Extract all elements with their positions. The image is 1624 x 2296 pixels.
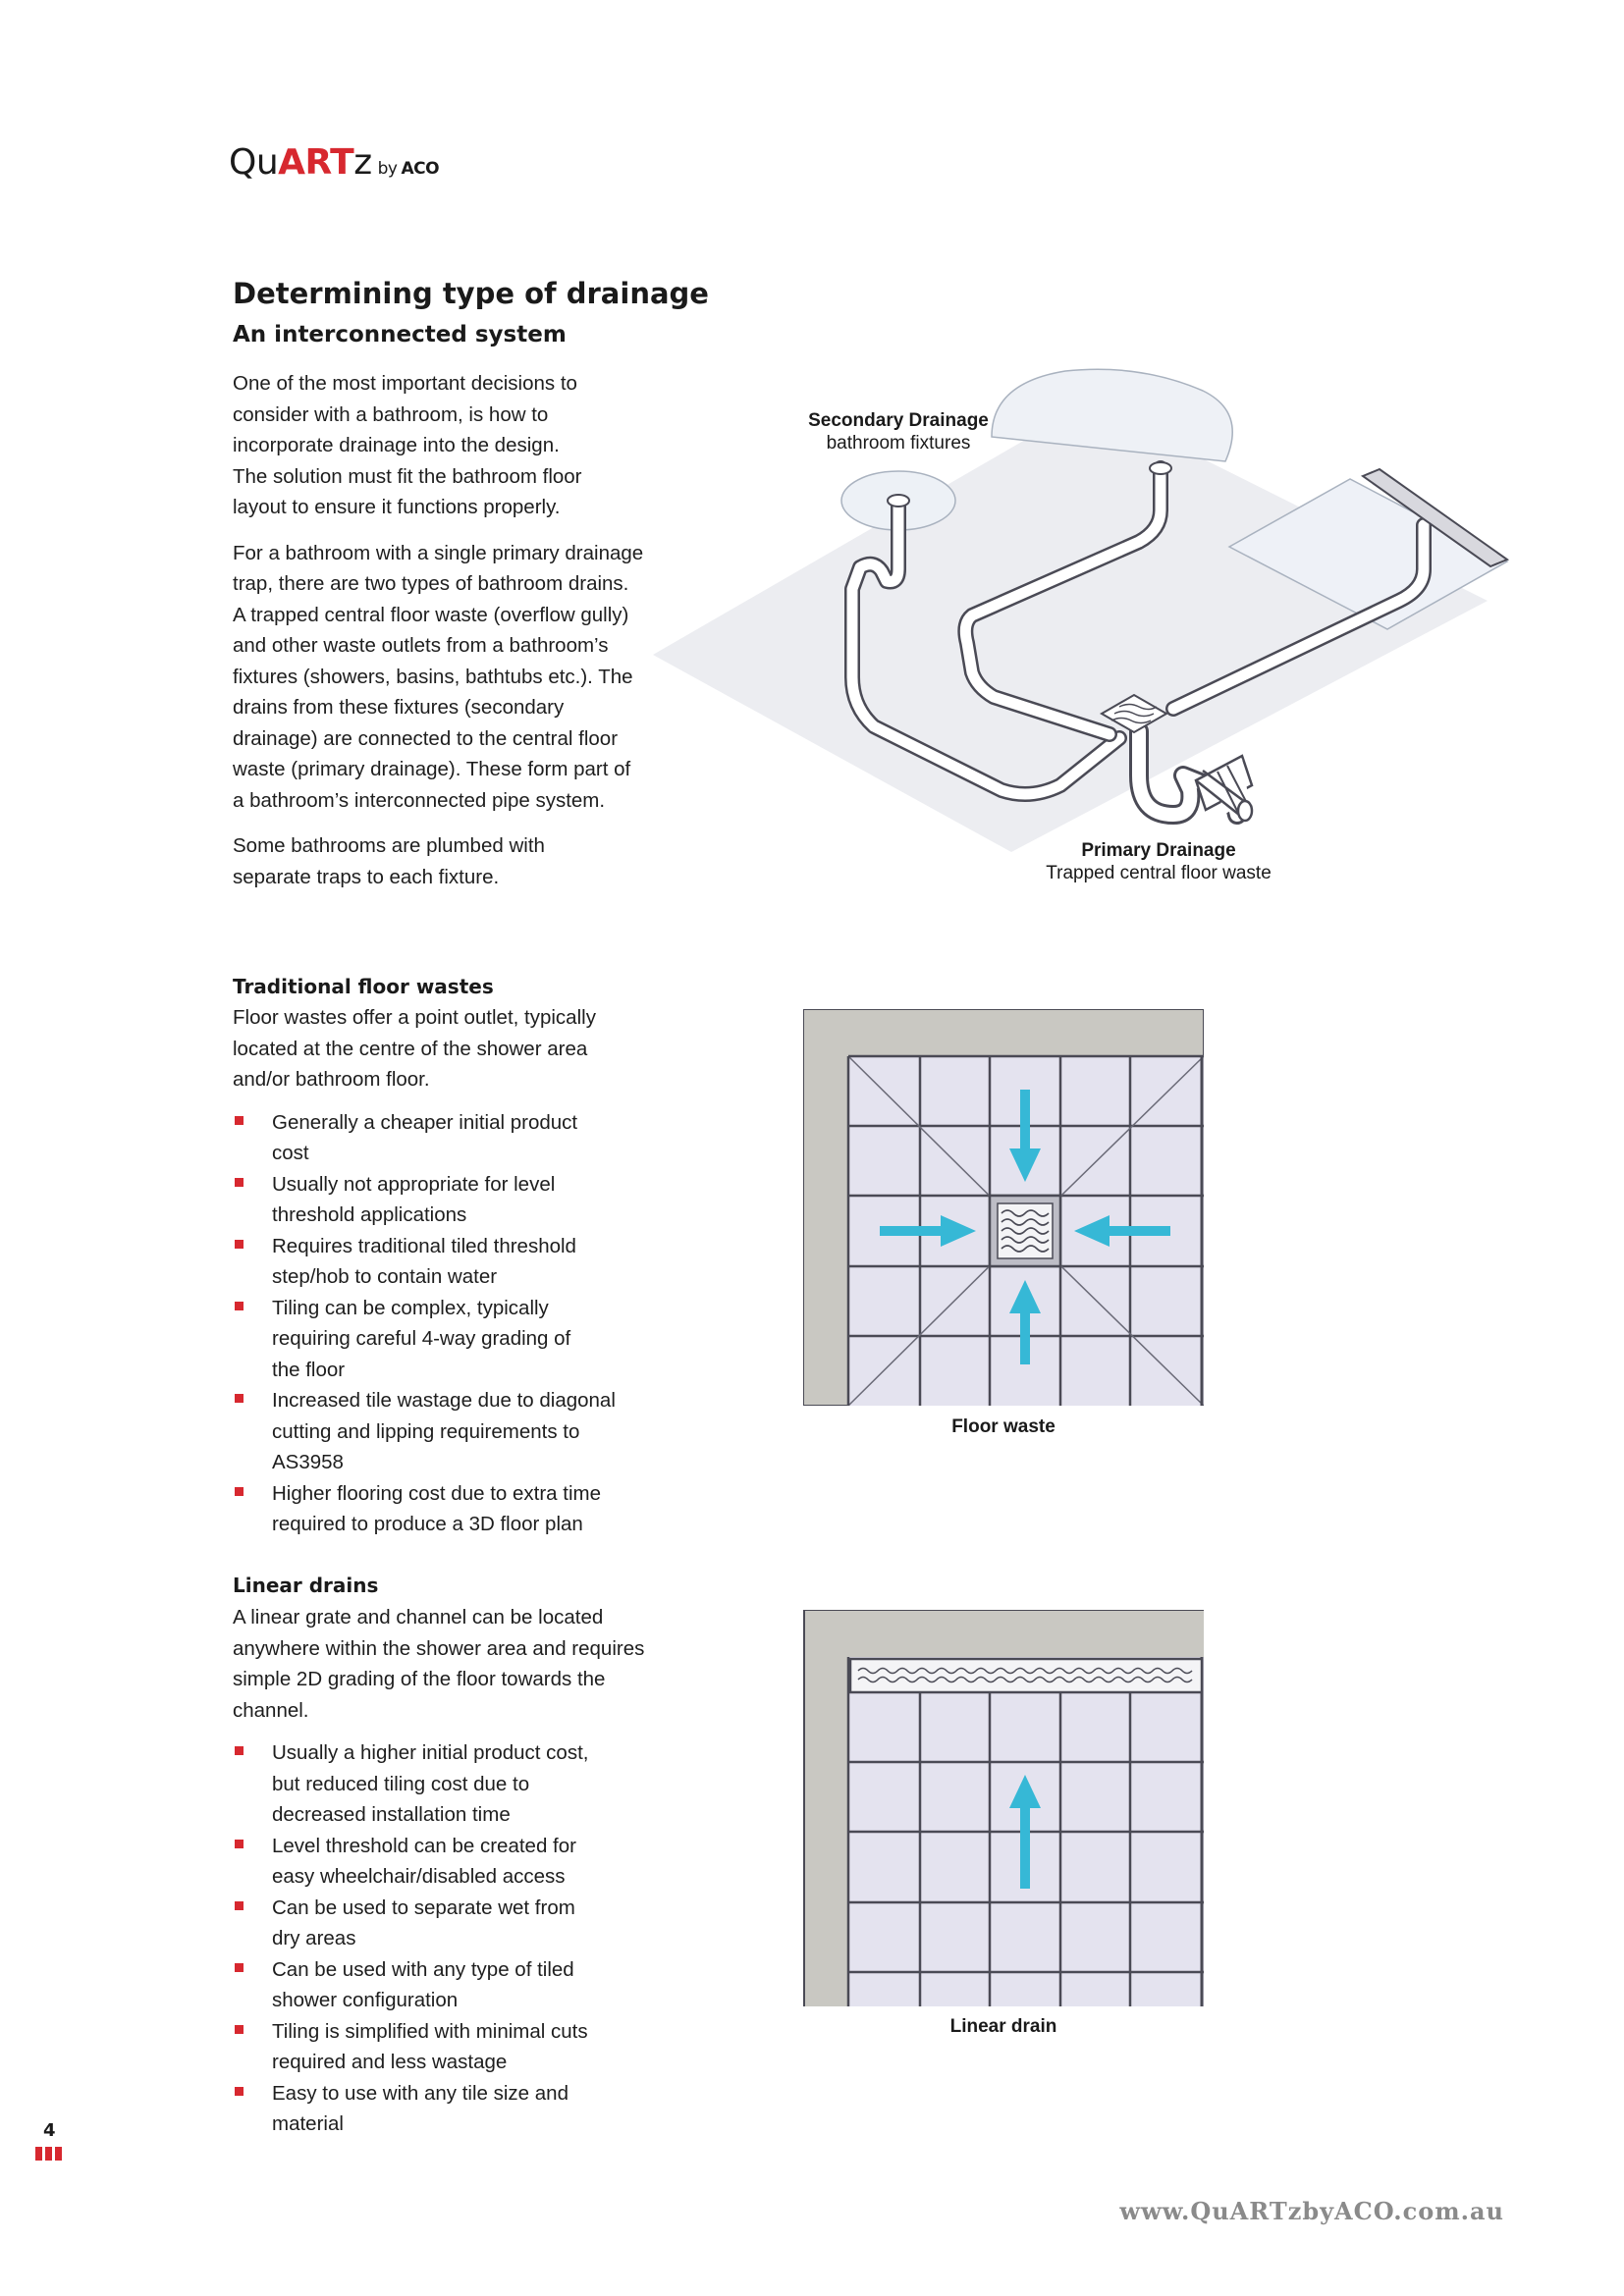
list-item: Generally a cheaper initial product cost bbox=[233, 1107, 596, 1169]
intro-paragraph-2: For a bathroom with a single primary drainage trap, there are two types of bathroom drains. A trapped central floor waste (overflow gully) and other waste outlets from a bathroom’s fixtures (showers, basins, bathtubs etc.). The drains from these fixtures (secondary drainage) are connected to the central floor waste (primary drainage). These form part of a bathroom’s interconnected pipe system. bbox=[233, 541, 644, 812]
drainage-system-diagram bbox=[648, 363, 1532, 893]
footer-url[interactable]: www.QuARTzbyACO.com.au bbox=[1119, 2197, 1504, 2225]
traditional-heading: Traditional floor wastes bbox=[233, 975, 494, 998]
bath-drain-icon bbox=[1150, 462, 1171, 474]
list-item: Usually a higher initial product cost, but reduced tiling cost due to decreased installation time bbox=[233, 1737, 616, 1831]
linear-grate bbox=[850, 1659, 1202, 1692]
section-subtitle: An interconnected system bbox=[233, 322, 567, 347]
list-item: Easy to use with any tile size and material bbox=[233, 2078, 625, 2140]
linear-heading: Linear drains bbox=[233, 1574, 379, 1597]
linear-bullets bbox=[233, 1737, 645, 2140]
list-item: Can be used to separate wet from dry areas bbox=[233, 1893, 606, 1954]
list-item: Tiling can be complex, typically requiring careful 4-way grading of the floor bbox=[233, 1293, 596, 1386]
secondary-drainage-label: Secondary Drainage bathroom fixtures bbox=[808, 410, 989, 454]
list-item: Can be used with any type of tiled shower configuration bbox=[233, 1954, 606, 2016]
linear-section bbox=[233, 1602, 645, 2140]
list-item: Requires traditional tiled threshold step/hob to contain water bbox=[233, 1231, 625, 1293]
linear-intro: A linear grate and channel can be located anywhere within the shower area and requires simple 2D grading of the floor towards the channel. bbox=[233, 1606, 645, 1722]
linear-drain-caption: Linear drain bbox=[949, 2016, 1057, 2037]
page-marker-bars bbox=[35, 2147, 62, 2161]
linear-drain-diagram bbox=[803, 1610, 1204, 2006]
page-number: 4 bbox=[43, 2120, 56, 2141]
primary-drainage-label: Primary Drainage Trapped central floor waste bbox=[1046, 840, 1272, 883]
intro-paragraph-3: Some bathrooms are plumbed with separate traps to each fixture. bbox=[233, 834, 545, 888]
list-item: Usually not appropriate for level threshold applications bbox=[233, 1169, 596, 1231]
list-item: Higher flooring cost due to extra time required to produce a 3D floor plan bbox=[233, 1478, 625, 1540]
quartz-logo: QuARTz by ACO bbox=[229, 142, 440, 183]
list-item: Level threshold can be created for easy wheelchair/disabled access bbox=[233, 1831, 606, 1893]
intro-text bbox=[233, 368, 645, 892]
floor-waste-diagram bbox=[803, 1009, 1204, 1406]
traditional-section bbox=[233, 1002, 645, 1540]
basin-drain-icon bbox=[888, 495, 909, 507]
traditional-intro: Floor wastes offer a point outlet, typically located at the centre of the shower area and/or bathroom floor. bbox=[233, 1006, 596, 1091]
floor-waste-caption: Floor waste bbox=[951, 1416, 1056, 1437]
list-item: Tiling is simplified with minimal cuts required and less wastage bbox=[233, 2016, 625, 2078]
list-item: Increased tile wastage due to diagonal cutting and lipping requirements to AS3958 bbox=[233, 1385, 650, 1478]
intro-paragraph-1: One of the most important decisions to consider with a bathroom, is how to incorporate drainage into the design. The solution must fit the bathroom floor layout to ensure it functions properly. bbox=[233, 372, 582, 518]
traditional-bullets bbox=[233, 1107, 645, 1540]
page-title: Determining type of drainage bbox=[233, 277, 709, 310]
